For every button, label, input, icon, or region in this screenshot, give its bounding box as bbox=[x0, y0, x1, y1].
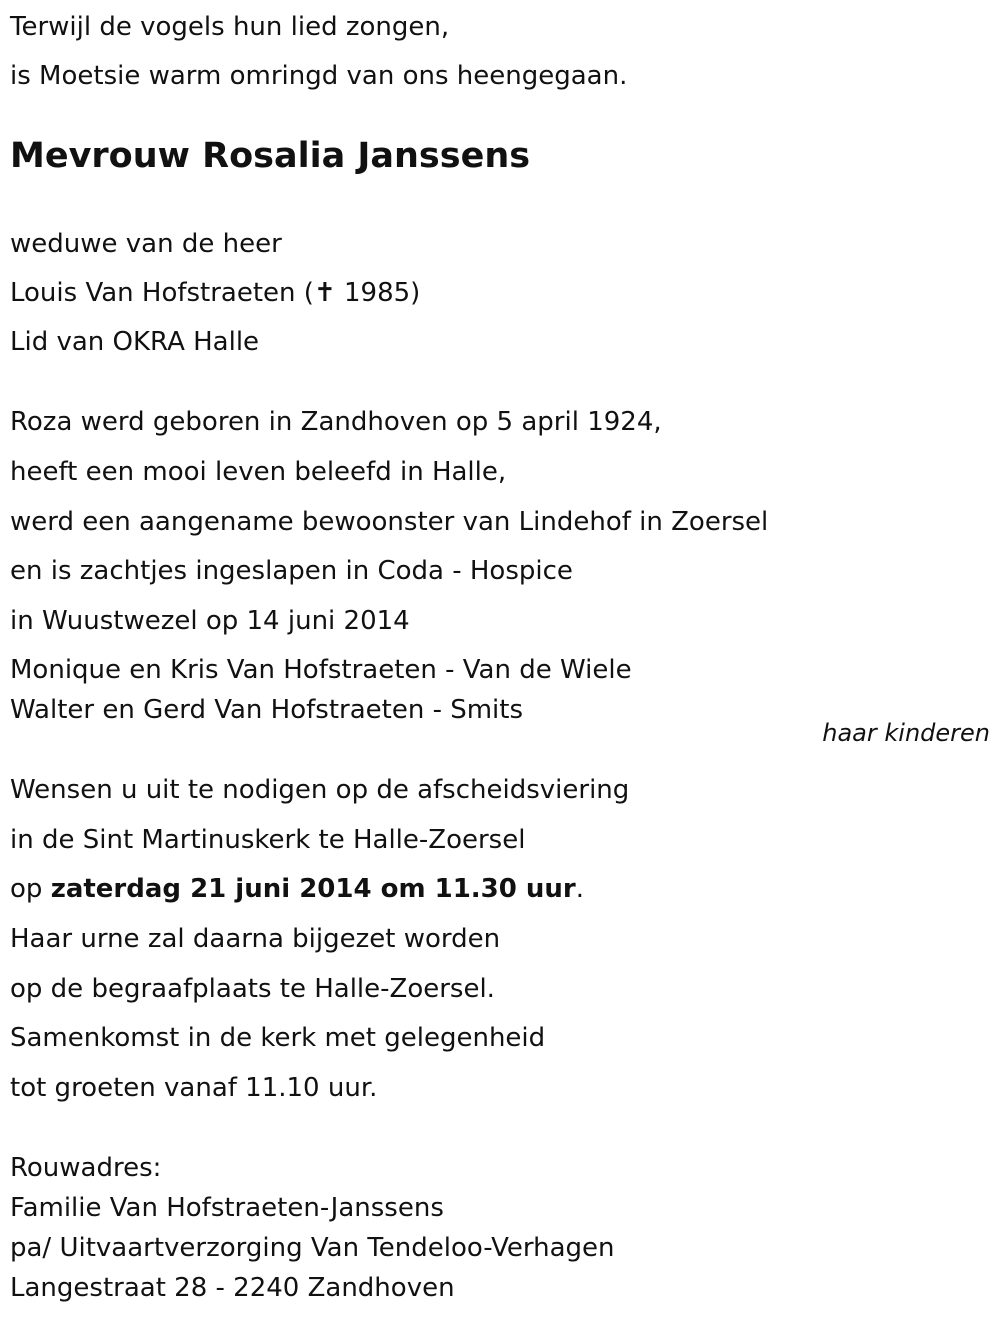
membership-line: Lid van OKRA Halle bbox=[10, 327, 260, 357]
bio-line-2: heeft een mooi leven beleefd in Halle, bbox=[10, 457, 507, 487]
ceremony-line-5: op de begraafplaats te Halle-Zoersel. bbox=[10, 974, 495, 1004]
bio-line-4: en is zachtjes ingeslapen in Coda - Hospice bbox=[10, 556, 573, 586]
ceremony-line-3 bbox=[10, 874, 584, 904]
bio-line-3: werd een aangename bewoonster van Lindehof in Zoersel bbox=[10, 507, 769, 537]
ceremony-line-6: Samenkomst in de kerk met gelegenheid bbox=[10, 1023, 546, 1053]
ceremony-line-2: in de Sint Martinuskerk te Halle-Zoersel bbox=[10, 825, 526, 855]
intro-line-2: is Moetsie warm omringd van ons heengegaan. bbox=[10, 61, 628, 91]
address-line-1: Familie Van Hofstraeten-Janssens bbox=[10, 1193, 444, 1223]
ceremony-date-time: zaterdag 21 juni 2014 om 11.30 uur bbox=[50, 874, 576, 904]
child-line-1: Monique en Kris Van Hofstraeten - Van de Wiele bbox=[10, 655, 632, 685]
bio-line-5: in Wuustwezel op 14 juni 2014 bbox=[10, 606, 410, 636]
ceremony-line-4: Haar urne zal daarna bijgezet worden bbox=[10, 924, 501, 954]
ceremony-date-suffix: . bbox=[575, 874, 585, 904]
address-line-3: Langestraat 28 - 2240 Zandhoven bbox=[10, 1273, 455, 1303]
bio-line-1: Roza werd geboren in Zandhoven op 5 april 1924, bbox=[10, 407, 662, 437]
ceremony-date-prefix: op bbox=[10, 874, 51, 904]
deceased-name: Mevrouw Rosalia Janssens bbox=[10, 136, 531, 176]
address-label: Rouwadres: bbox=[10, 1153, 162, 1183]
address-line-2: pa/ Uitvaartverzorging Van Tendeloo-Verhagen bbox=[10, 1233, 615, 1263]
widow-line-1: weduwe van de heer bbox=[10, 229, 282, 259]
ceremony-line-7: tot groeten vanaf 11.10 uur. bbox=[10, 1073, 378, 1103]
children-label: haar kinderen bbox=[822, 719, 990, 747]
ceremony-line-1: Wensen u uit te nodigen op de afscheidsviering bbox=[10, 775, 630, 805]
intro-line-1: Terwijl de vogels hun lied zongen, bbox=[10, 12, 450, 42]
widow-line-2: Louis Van Hofstraeten (✝ 1985) bbox=[10, 278, 421, 308]
child-line-2: Walter en Gerd Van Hofstraeten - Smits bbox=[10, 695, 524, 725]
